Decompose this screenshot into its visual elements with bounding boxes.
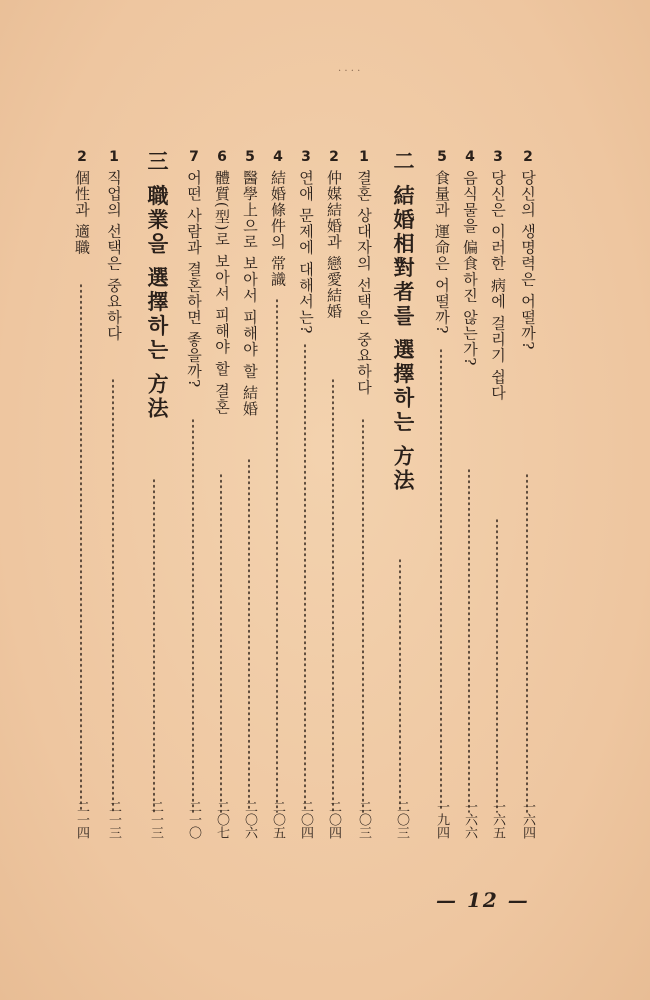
entry-number: 5 [245,150,255,164]
entry-title: 당신의 생명력은 어떨까? [519,169,537,351]
page-ref: 一六四 [520,800,535,839]
page-ref: 二〇七 [214,800,229,839]
entry-number: 1 [109,150,119,164]
section-title: 職業을 選擇하는 方法 [145,184,170,421]
entry-title: 직업의 선택은 중요하다 [105,169,123,342]
entry-title: 體質(型)로 보아서 피해야 할 결혼 [213,169,231,415]
entry-title: 음식물을 偏食하진 않는가? [461,169,479,367]
page-ref: 二一〇 [186,800,201,839]
entry-number: 2 [523,150,533,164]
entry-number: 4 [465,150,475,164]
entry-title: 어떤 사람과 결혼하면 좋을까? [185,169,203,389]
entry-title: 연애 문제에 대해서는? [297,169,315,335]
page-number: — 12 — [436,888,530,912]
page-ref: 二〇六 [242,800,257,839]
entry-title: 醫學上으로 보아서 피해야 할 結婚 [241,169,259,417]
page-ref: 二〇四 [298,800,313,839]
page-ref: 二〇五 [270,800,285,839]
page-ref: 二〇四 [326,800,341,839]
page-ref: 二〇三 [394,800,409,839]
page-ref: 一六六 [462,800,477,839]
entry-title: 결혼 상대자의 선택은 중요하다 [355,169,373,396]
page-ref: 二〇三 [356,800,371,839]
page-ref: 二一三 [106,800,121,839]
entry-number: 6 [217,150,227,164]
entry-number: 7 [189,150,199,164]
entry-title: 結婚條件의 常識 [269,169,287,288]
top-mark: . . . . [338,63,361,74]
page-ref: 一六五 [490,800,505,839]
entry-number: 2 [77,150,87,164]
section-number: 三 [145,150,170,174]
page-ref: 一九四 [434,800,449,839]
entry-title: 個性과 適職 [73,169,91,256]
entry-number: 5 [437,150,447,164]
entry-number: 1 [359,150,369,164]
section-number: 二 [391,150,416,174]
page-ref: 二一三 [148,800,163,839]
section-title: 結婚相對者를 選擇하는 方法 [391,184,416,493]
entry-title: 당신은 이러한 病에 걸리기 쉽다 [489,169,507,401]
entry-number: 4 [273,150,283,164]
entry-number: 3 [493,150,503,164]
entry-title: 仲媒結婚과 戀愛結婚 [325,169,343,320]
page-ref: 二一四 [74,800,89,839]
entry-title: 食量과 運命은 어떨까? [433,169,451,335]
entry-number: 3 [301,150,311,164]
entry-number: 2 [329,150,339,164]
